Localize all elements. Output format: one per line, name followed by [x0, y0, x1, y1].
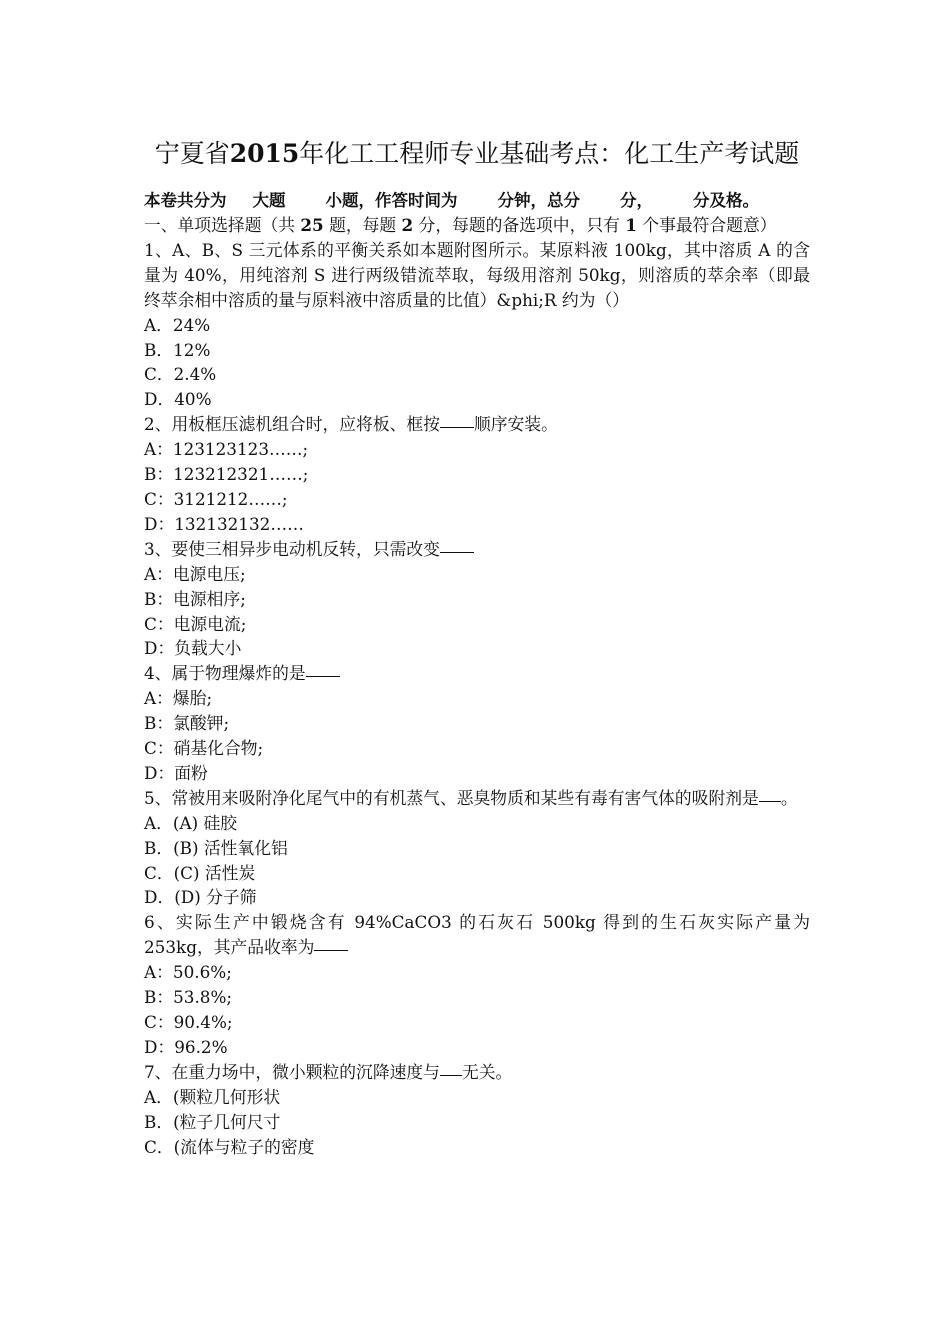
option: A：爆胎; [144, 688, 213, 709]
question-stem: 1、A、B、S 三元体系的平衡关系如本题附图所示。某原料液 100kg，其中溶质 A 的含量为 40%，用纯溶剂 S 进行两级错流萃取，每级用溶剂 50kg，则溶质的萃余率（即最终萃余相中溶质的量与原料液中溶质量的比值）&phi;R 约为（） [144, 239, 810, 310]
option: B：电源相序; [144, 588, 246, 609]
answer-blank [440, 426, 474, 428]
exam-intro [144, 188, 810, 213]
section-text: 个事最符合题意） [636, 215, 777, 235]
section-text: 一、单项选择题（共 [144, 215, 301, 235]
option: A：电源电压; [144, 563, 246, 584]
intro-part: 大题 [252, 191, 286, 210]
option: A：123123123……; [144, 439, 309, 460]
option: B．12% [144, 339, 211, 360]
stem-text: 2、用板框压滤机组合时，应将板、框按 [144, 414, 440, 435]
title-suffix: 年化工工程师专业基础考点：化工生产考试题 [299, 139, 800, 168]
option: C：3121212……; [144, 488, 288, 509]
option: D：96.2% [144, 1036, 228, 1057]
question-stem [144, 537, 810, 562]
section-score: 2 [401, 215, 414, 235]
question-stem [144, 1060, 810, 1085]
intro-part: 分， [620, 191, 653, 210]
section-count: 25 [300, 215, 324, 235]
answer-blank [440, 1074, 462, 1076]
stem-text: 6、实际生产中锻烧含有 94%CaCO3 的石灰石 500kg 得到的生石灰实际产量为 253kg，其产品收率为 [144, 912, 810, 958]
section-text: 分，每题的备选项中，只有 [413, 215, 626, 235]
intro-part: 分及格。 [693, 191, 759, 210]
title-prefix: 宁夏省 [154, 139, 230, 168]
intro-part: 分钟，总分 [497, 191, 580, 210]
option: B．(粒子几何尺寸 [144, 1111, 281, 1132]
question-stem [144, 910, 810, 960]
option: A．(颗粒几何形状 [144, 1086, 281, 1107]
option: B：123212321……; [144, 464, 309, 485]
section-text: 题，每题 [323, 215, 402, 235]
stem-text: 4、属于物理爆炸的是 [144, 663, 306, 684]
option: B：53.8%; [144, 987, 233, 1008]
stem-text: 5、常被用来吸附净化尾气中的有机蒸气、恶臭物质和某些有毒有害气体的吸附剂是 [144, 787, 759, 808]
option: A．24% [144, 314, 211, 335]
question-stem [144, 661, 810, 686]
intro-part: 本卷共分为 [144, 191, 227, 210]
section-heading [144, 213, 810, 238]
stem-text: 无关。 [461, 1061, 513, 1082]
section-one: 1 [625, 215, 637, 235]
answer-blank [314, 949, 348, 951]
option: D．(D) 分子筛 [144, 887, 257, 908]
intro-part: 小题，作答时间为 [325, 191, 458, 210]
title-year: 2015 [229, 139, 300, 168]
option: C：90.4%; [144, 1012, 233, 1032]
option: C．(C) 活性炭 [144, 862, 256, 883]
option: B．(B) 活性氧化铝 [144, 837, 288, 858]
option: A．(A) 硅胶 [144, 812, 238, 833]
question-stem [144, 412, 810, 437]
stem-text: 3、要使三相异步电动机反转，只需改变 [144, 538, 440, 559]
option: C：硝基化合物; [144, 738, 264, 759]
option: D：132132132…… [144, 513, 304, 534]
page-title [144, 138, 810, 170]
option: B：氯酸钾; [144, 713, 230, 734]
answer-blank [306, 675, 340, 677]
document-body [144, 138, 810, 1159]
option: D．40% [144, 389, 212, 410]
stem-text: 顺序安装。 [473, 414, 558, 435]
option: D：负载大小 [144, 638, 242, 659]
stem-text: 7、在重力场中，微小颗粒的沉降速度与 [144, 1061, 440, 1082]
stem-text: 。 [780, 787, 798, 808]
option: C．(流体与粒子的密度 [144, 1136, 315, 1157]
option: C．2.4% [144, 364, 217, 385]
question-stem [144, 786, 810, 811]
option: C：电源电流; [144, 613, 247, 634]
option: A：50.6%; [144, 962, 232, 983]
answer-blank [440, 551, 474, 553]
option: D：面粉 [144, 762, 208, 783]
answer-blank [759, 800, 781, 802]
